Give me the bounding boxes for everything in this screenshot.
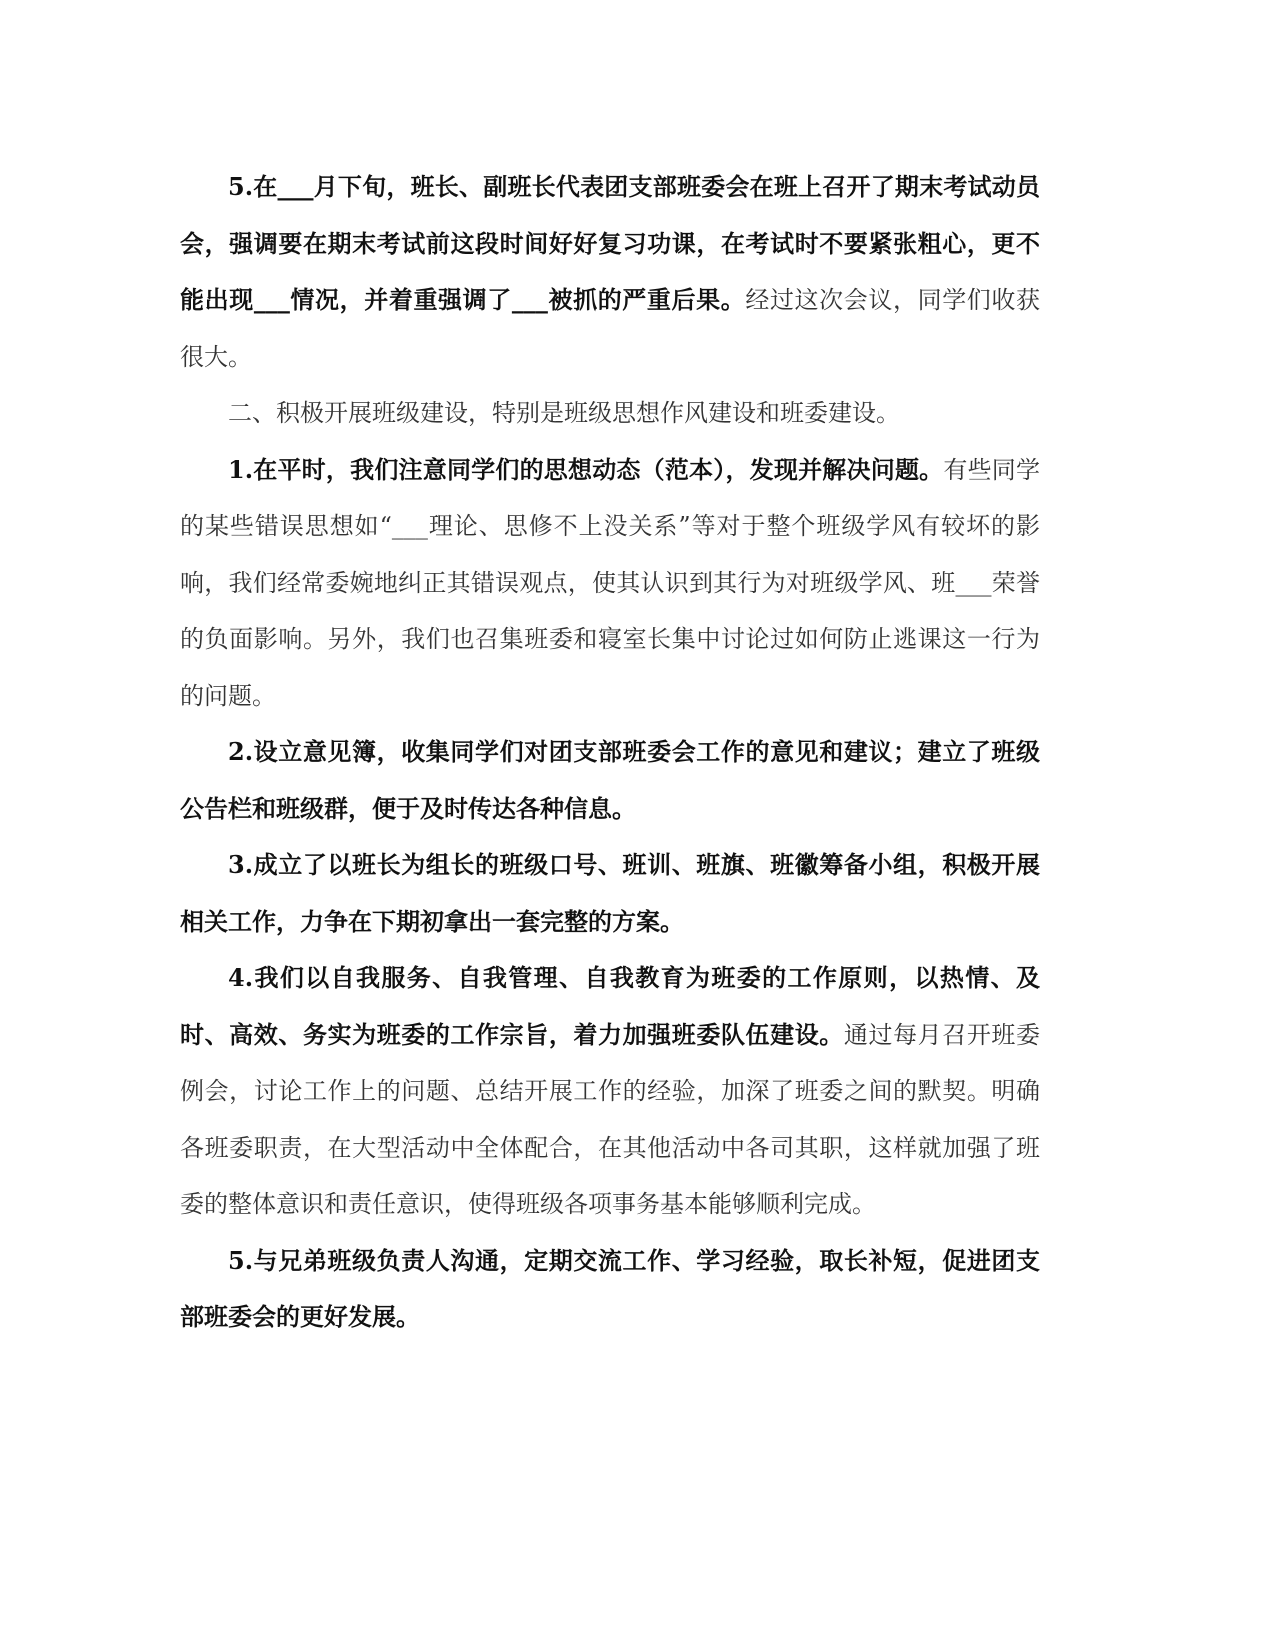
section-heading-text: 二、积极开展班级建设，特别是班级思想作风建设和班委建设。 [228,399,900,427]
paragraph-normal-text: 有些同学的某些错误思想如“___理论、思修不上没关系”等对于整个班级学风有较坏的影响，我们经常委婉地纠正其错误观点，使其认识到其行为对班级学风、班___荣誉的负面影响。另外，我们也召集班委和寝室长集中讨论过如何防止逃课这一行为的问题。 [180,455,1040,710]
paragraph-bold-text: 2.设立意见簿，收集同学们对团支部班委会工作的意见和建议；建立了班级公告栏和班级群，便于及时传达各种信息。 [180,737,1040,823]
paragraph-sibling-class-communication [180,1233,1040,1346]
paragraph-bold-text: 4.我们以自我服务、自我管理、自我教育为班委的工作原则，以热情、及时、高效、务实为班委的工作宗旨，着力加强班委队伍建设。 [180,963,1040,1049]
paragraph-ideological-trends [180,442,1040,725]
paragraph-committee-principles [180,950,1040,1233]
paragraph-suggestion-book [180,724,1040,837]
section-heading-class-building [180,385,1040,442]
paragraph-bold-text: 5.在___月下旬，班长、副班长代表团支部班委会在班上召开了期末考试动员会，强调要在期末考试前这段时间好好复习功课，在考试时不要紧张粗心，更不能出现___情况，并着重强调了___被抓的严重后果。 [180,172,1040,314]
document-body [180,159,1040,1346]
paragraph-bold-text: 3.成立了以班长为组长的班级口号、班训、班旗、班徽筹备小组，积极开展相关工作，力争在下期初拿出一套完整的方案。 [180,850,1040,936]
paragraph-preparatory-group [180,837,1040,950]
paragraph-normal-text: 经过这次会议，同学们收获很大。 [180,286,1041,371]
paragraph-bold-text: 1.在平时，我们注意同学们的思想动态（范本），发现并解决问题。 [228,454,944,484]
paragraph-bold-text: 5.与兄弟班级负责人沟通，定期交流工作、学习经验，取长补短，促进团支部班委会的更好发展。 [180,1245,1040,1331]
paragraph-exam-mobilization [180,159,1040,385]
paragraph-normal-text: 通过每月召开班委例会，讨论工作上的问题、总结开展工作的经验，加深了班委之间的默契。明确各班委职责，在大型活动中全体配合，在其他活动中各司其职，这样就加强了班委的整体意识和责任意识，使得班级各项事务基本能够顺利完成。 [180,1020,1041,1218]
